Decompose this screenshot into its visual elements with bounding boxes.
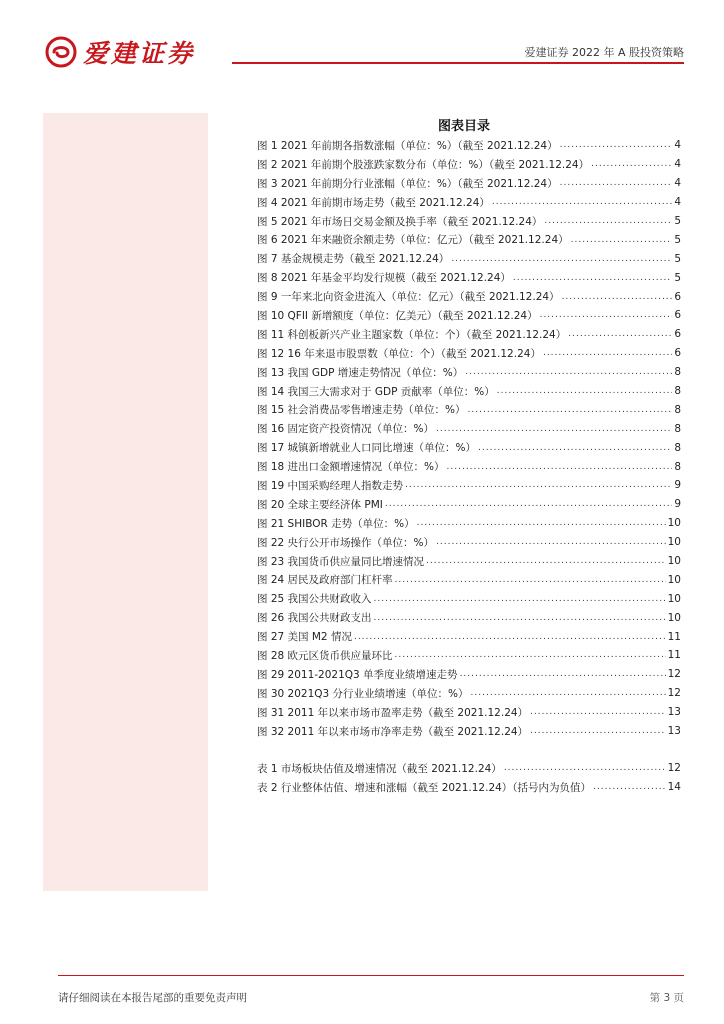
toc-entry-title: 图 15 社会消费品零售增速走势（单位：%） [257,404,466,417]
header-divider [232,62,684,64]
toc-leader-dots [468,405,673,415]
toc-entry-title: 图 26 我国公共财政支出 [257,612,372,625]
toc-entry[interactable] [257,287,681,306]
toc-leader-dots [436,424,672,434]
toc-entry-page: 10 [667,517,681,530]
toc-entry-page: 14 [667,781,681,794]
toc-entry[interactable] [257,400,681,419]
toc-entry[interactable] [257,703,681,722]
toc-entry[interactable] [257,665,681,684]
toc-entry-page: 12 [667,762,681,775]
toc-entry-title: 表 2 行业整体估值、增速和涨幅（截至 2021.12.24）（括号内为负值） [257,781,592,794]
toc-entry-page: 12 [667,687,681,700]
toc-entry-title: 图 3 2021 年前期分行业涨幅（单位：%）（截至 2021.12.24） [257,177,558,190]
toc-entry-page: 10 [667,555,681,568]
toc-entry-title: 图 10 QFII 新增额度（单位：亿美元）（截至 2021.12.24） [257,309,538,322]
toc-entry-page: 10 [667,611,681,624]
toc-entry-page: 9 [674,498,681,511]
toc-entry-title: 图 8 2021 年基金平均发行规模（截至 2021.12.24） [257,272,511,285]
toc-entry-title: 图 4 2021 年前期市场走势（截至 2021.12.24） [257,196,490,209]
toc-leader-dots [354,632,666,642]
toc-entry-title: 图 30 2021Q3 分行业业绩增速（单位：%） [257,687,469,700]
toc-entry-page: 4 [674,196,681,209]
toc-entry[interactable] [257,136,681,155]
toc-entry-page: 10 [667,592,681,605]
toc-leader-dots [471,688,666,698]
toc-entry-page: 5 [674,252,681,265]
toc-entry-title: 图 2 2021 年前期个股涨跌家数分布（单位：%）（截至 2021.12.24） [257,158,590,171]
toc-entry[interactable] [257,306,681,325]
toc-entry[interactable] [257,268,681,287]
toc-entry-page: 8 [674,403,681,416]
footer-disclaimer: 请仔细阅读在本报告尾部的重要免责声明 [58,992,247,1004]
sidebar-panel [43,113,208,891]
toc-entry-page: 6 [674,309,681,322]
logo-mark-icon [45,36,77,68]
toc-entry-page: 8 [674,441,681,454]
toc-entry-page: 8 [674,422,681,435]
toc-entry-page: 13 [667,706,681,719]
toc-leader-dots [478,443,672,453]
toc-entry[interactable] [257,514,681,533]
toc-entry-page: 8 [674,366,681,379]
toc-entry[interactable] [257,382,681,401]
toc-entry-page: 10 [667,573,681,586]
toc-entry[interactable] [257,230,681,249]
toc-entry[interactable] [257,722,681,741]
toc-entry-page: 4 [674,139,681,152]
toc-entry[interactable] [257,778,681,797]
footer-divider [58,975,684,976]
toc-entry-page: 10 [667,536,681,549]
toc-leader-dots [447,462,673,472]
company-logo [45,35,195,69]
toc-entry-page: 9 [674,479,681,492]
toc-entry-page: 4 [674,158,681,171]
toc-entry-page: 13 [667,725,681,738]
toc-leader-dots [544,216,672,226]
toc-leader-dots [395,575,666,585]
toc-title: 图表目录 [437,119,490,134]
toc-entry-page: 4 [674,177,681,190]
toc-entry[interactable] [257,212,681,231]
toc-entry-page: 6 [674,290,681,303]
report-title: 爱建证券 2022 年 A 股投资策略 [524,46,684,59]
toc-leader-dots [492,197,672,207]
toc-entry[interactable] [257,589,681,608]
figure-list [257,136,681,741]
toc-entry-title: 图 23 我国货币供应量同比增速情况 [257,555,425,568]
toc-entry-title: 图 19 中国采购经理人指数走势 [257,479,404,492]
toc-leader-dots [540,310,673,320]
toc-entry-title: 图 22 央行公开市场操作（单位：%） [257,536,435,549]
toc-entry-title: 图 28 欧元区货币供应量环比 [257,649,393,662]
toc-entry-title: 图 14 我国三大需求对于 GDP 贡献率（单位：%） [257,385,495,398]
toc-entry-title: 图 25 我国公共财政收入 [257,593,372,606]
toc-entry-title: 图 1 2021 年前期各指数涨幅（单位：%）（截至 2021.12.24） [257,139,558,152]
toc-leader-dots [426,556,666,566]
toc-entry-page: 5 [674,271,681,284]
toc-entry-title: 图 6 2021 年来融资余额走势（单位：亿元）（截至 2021.12.24） [257,234,569,247]
toc-entry[interactable] [257,608,681,627]
toc-entry[interactable] [257,533,681,552]
toc-leader-dots [543,348,672,358]
toc-entry-page: 12 [667,668,681,681]
toc-entry-page: 11 [667,630,681,643]
toc-leader-dots [405,480,672,490]
toc-leader-dots [497,386,673,396]
toc-entry[interactable] [257,363,681,382]
toc-leader-dots [395,650,666,660]
toc-entry-page: 5 [674,215,681,227]
page-number: 第 3 页 [649,992,684,1004]
toc-entry[interactable] [257,552,681,571]
toc-entry-title: 图 29 2011-2021Q3 单季度业绩增速走势 [257,668,458,681]
toc-entry-title: 图 12 16 年来退市股票数（单位：个）（截至 2021.12.24） [257,347,541,360]
toc-leader-dots [562,292,673,302]
toc-entry-title: 图 11 科创板新兴产业主题家数（单位：个）（截至 2021.12.24） [257,328,567,341]
toc-leader-dots [465,367,672,377]
toc-entry[interactable] [257,627,681,646]
toc-leader-dots [530,707,666,717]
toc-entry-title: 图 27 美国 M2 情况 [257,631,352,644]
toc-entry-title: 图 31 2011 年以来市场市盈率走势（截至 2021.12.24） [257,706,529,719]
toc-entry[interactable] [257,457,681,476]
toc-entry-title: 图 7 基金规模走势（截至 2021.12.24） [257,253,450,266]
toc-leader-dots [560,140,673,150]
toc-entry-page: 6 [674,347,681,360]
toc-entry[interactable] [257,495,681,514]
toc-entry[interactable] [257,155,681,174]
logo-text: 爱建证券 [83,39,196,68]
toc-entry-title: 图 21 SHIBOR 走势（单位：%） [257,517,415,530]
toc-entry-title: 图 9 一年来北向资金进流入（单位：亿元）（截至 2021.12.24） [257,291,560,304]
toc-leader-dots [460,669,666,679]
toc-leader-dots [374,613,666,623]
toc-entry[interactable] [257,646,681,665]
toc-leader-dots [593,782,666,792]
toc-leader-dots [385,499,672,509]
toc-entry[interactable] [257,193,681,212]
toc-leader-dots [374,594,666,604]
toc-entry[interactable] [257,419,681,438]
toc-entry[interactable] [257,570,681,589]
toc-leader-dots [436,537,666,547]
toc-leader-dots [591,159,672,169]
toc-entry-title: 图 32 2011 年以来市场市净率走势（截至 2021.12.24） [257,725,529,738]
toc-leader-dots [571,235,673,245]
toc-leader-dots [504,763,666,773]
toc-entry[interactable] [257,249,681,268]
toc-leader-dots [513,273,672,283]
toc-entry[interactable] [257,438,681,457]
toc-entry-page: 8 [674,460,681,473]
toc-entry-title: 表 1 市场板块估值及增速情况（截至 2021.12.24） [257,762,502,775]
toc-leader-dots [568,329,672,339]
toc-leader-dots [417,518,666,528]
toc-entry-page: 11 [667,649,681,662]
toc-entry-title: 图 16 固定资产投资情况（单位：%） [257,423,435,436]
toc-entry-page: 5 [674,233,681,246]
toc-entry-title: 图 13 我国 GDP 增速走势情况（单位：%） [257,366,464,379]
toc-entry-page: 6 [674,328,681,341]
toc-entry[interactable] [257,476,681,495]
toc-entry-title: 图 18 进出口金额增速情况（单位：%） [257,461,445,474]
toc-entry-title: 图 24 居民及政府部门杠杆率 [257,574,393,587]
toc-entry[interactable] [257,684,681,703]
toc-entry[interactable] [257,174,681,193]
toc-entry[interactable] [257,325,681,344]
toc-entry-title: 图 17 城镇新增就业人口同比增速（单位：%） [257,442,477,455]
toc-entry[interactable] [257,344,681,363]
toc-leader-dots [451,254,672,264]
toc-leader-dots [530,726,666,736]
toc-entry-title: 图 5 2021 年市场日交易金额及换手率（截至 2021.12.24） [257,215,543,228]
table-list [257,759,681,797]
toc-entry-page: 8 [674,385,681,398]
toc-entry-title: 图 20 全球主要经济体 PMI [257,498,383,511]
toc-entry[interactable] [257,759,681,778]
toc-leader-dots [560,178,673,188]
